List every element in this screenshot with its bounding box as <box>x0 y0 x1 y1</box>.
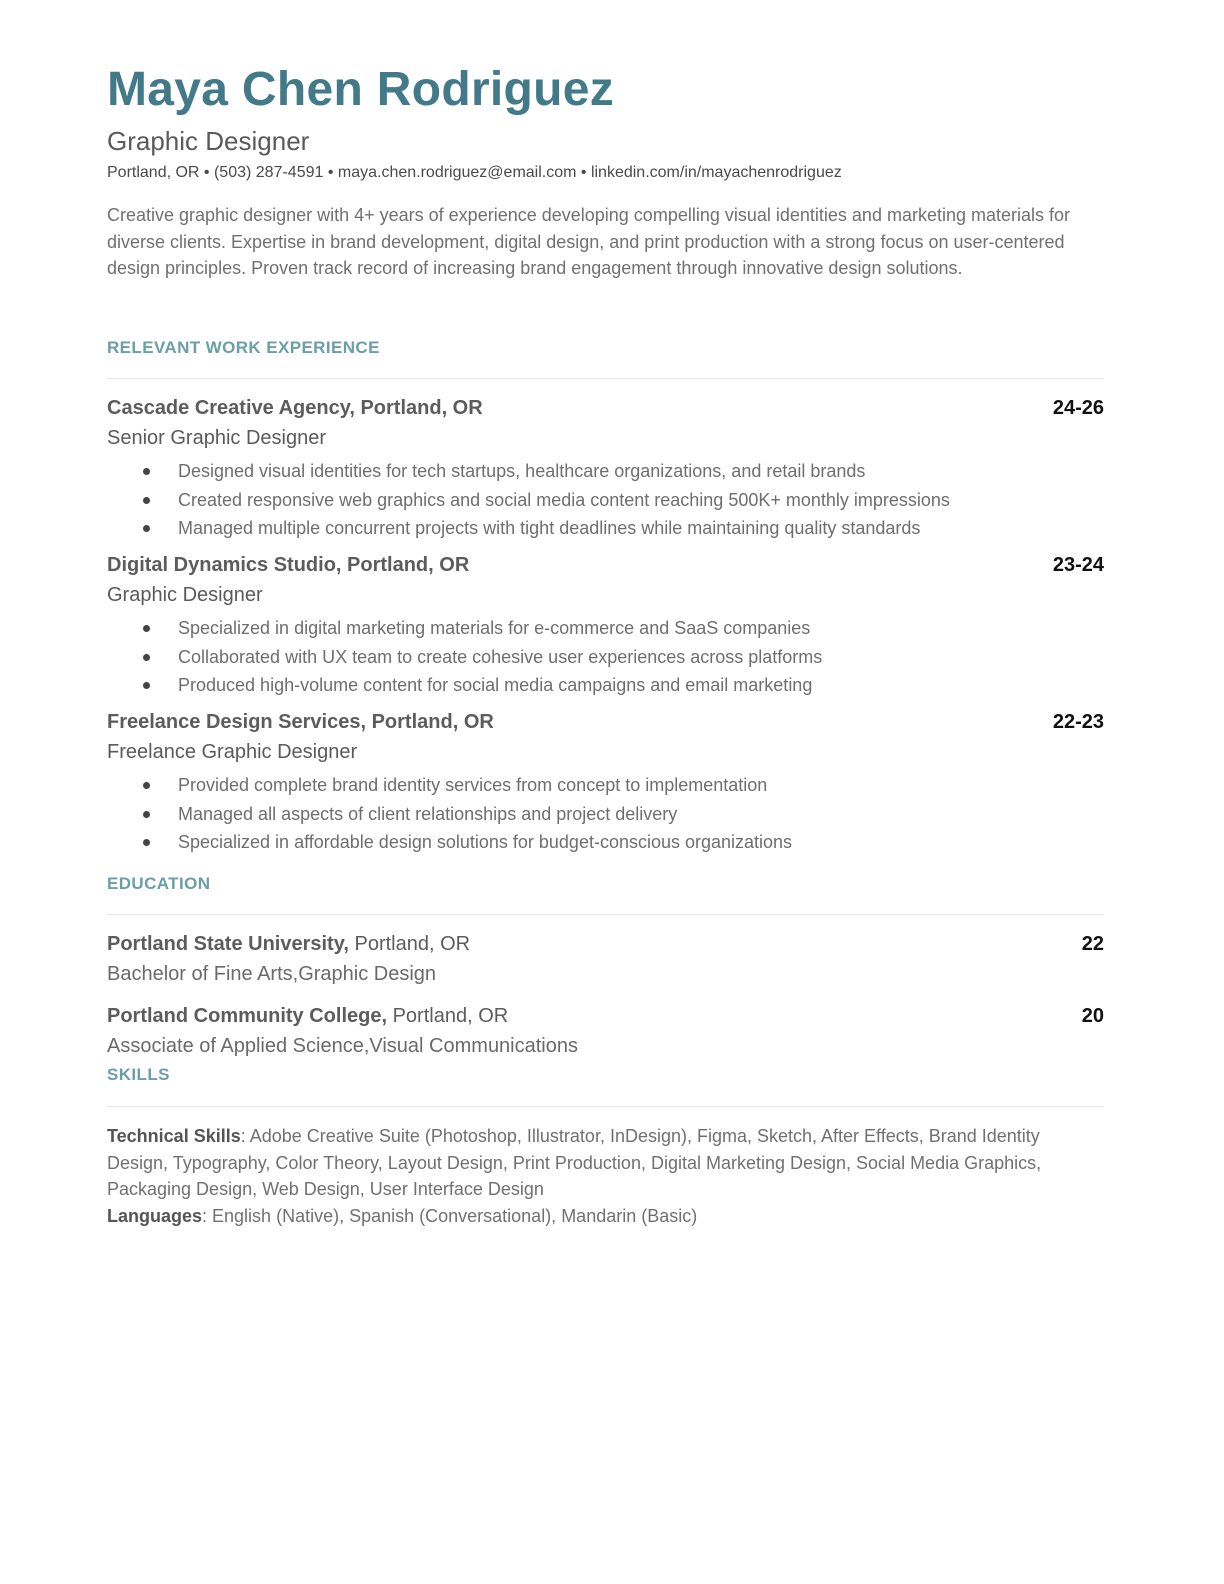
bullet-dot-icon <box>143 811 150 818</box>
bullet-item <box>107 771 1104 800</box>
school-name: Portland State University, <box>107 933 349 955</box>
skills-heading: SKILLS <box>107 1065 170 1084</box>
bullet-item <box>107 643 1104 672</box>
job-dates: 22-23 <box>1052 711 1104 733</box>
job-dates: 24-26 <box>1052 397 1104 419</box>
candidate-name: Maya Chen Rodriguez <box>107 63 615 116</box>
bullet-item <box>107 514 1104 543</box>
bullet-dot-icon <box>143 625 150 632</box>
school-location: Portland, OR <box>348 933 471 955</box>
education-entry <box>107 933 1104 986</box>
contact-line: Portland, OR • (503) 287-4591 • maya.chen.rodriguez@email.com • linkedin.com/in/mayachenrodriguez <box>107 164 842 181</box>
languages-list: : English (Native), Spanish (Conversational), Mandarin (Basic) <box>202 1205 698 1226</box>
job-bullets <box>107 614 1104 700</box>
job-role: Senior Graphic Designer <box>107 427 326 449</box>
bullet-text: Provided complete brand identity services from concept to implementation <box>178 775 768 795</box>
job-entry <box>107 397 1104 543</box>
bullet-item <box>107 614 1104 643</box>
graduation-year: 20 <box>1081 1005 1104 1027</box>
bullet-item <box>107 486 1104 515</box>
degree: Bachelor of Fine Arts,Graphic Design <box>107 963 437 985</box>
bullet-text: Specialized in digital marketing materials for e-commerce and SaaS companies <box>178 618 811 638</box>
job-company: Digital Dynamics Studio, Portland, OR <box>107 554 470 576</box>
job-title: Graphic Designer <box>107 126 310 156</box>
job-role: Graphic Designer <box>107 584 263 606</box>
professional-summary: Creative graphic designer with 4+ years of experience developing compelling visual identities and marketing materials for diverse clients. Expertise in brand development, digital design, and print production with a strong focus on user-centered design principles. Proven track record of increasing brand engagement through innovative design solutions. <box>107 205 1071 279</box>
job-bullets <box>107 457 1104 543</box>
education-entry <box>107 1005 1104 1058</box>
job-company: Freelance Design Services, Portland, OR <box>107 711 494 733</box>
bullet-text: Designed visual identities for tech startups, healthcare organizations, and retail brands <box>178 461 866 481</box>
bullet-text: Managed multiple concurrent projects with tight deadlines while maintaining quality standards <box>178 518 921 538</box>
bullet-text: Produced high-volume content for social media campaigns and email marketing <box>178 675 813 695</box>
bullet-dot-icon <box>143 468 150 475</box>
education-divider <box>107 914 1104 915</box>
bullet-dot-icon <box>143 682 150 689</box>
school-name: Portland Community College, <box>107 1005 388 1027</box>
job-bullets <box>107 771 1104 857</box>
bullet-text: Collaborated with UX team to create cohesive user experiences across platforms <box>178 646 823 667</box>
job-company: Cascade Creative Agency, Portland, OR <box>107 397 483 419</box>
school <box>107 933 470 956</box>
bullet-dot-icon <box>143 654 150 661</box>
school <box>107 1005 508 1028</box>
education-heading: EDUCATION <box>107 874 211 893</box>
bullet-dot-icon <box>143 839 150 846</box>
bullet-text: Created responsive web graphics and social media content reaching 500K+ monthly impressions <box>178 489 950 510</box>
bullet-dot-icon <box>143 782 150 789</box>
school-location: Portland, OR <box>387 1005 509 1027</box>
bullet-item <box>107 671 1104 700</box>
bullet-dot-icon <box>143 497 150 504</box>
bullet-item <box>107 457 1104 486</box>
degree: Associate of Applied Science,Visual Communications <box>107 1035 578 1057</box>
job-role: Freelance Graphic Designer <box>107 741 358 763</box>
skills-block <box>107 1123 1104 1229</box>
skills-divider <box>107 1106 1104 1107</box>
bullet-text: Managed all aspects of client relationships and project delivery <box>178 803 678 824</box>
experience-heading: RELEVANT WORK EXPERIENCE <box>107 338 380 357</box>
bullet-text: Specialized in affordable design solutions for budget-conscious organizations <box>178 832 793 852</box>
bullet-item <box>107 828 1104 857</box>
job-entry <box>107 711 1104 857</box>
languages-label: Languages <box>107 1205 203 1226</box>
technical-skills-label: Technical Skills <box>107 1126 241 1146</box>
technical-skills <box>107 1123 1104 1203</box>
bullet-dot-icon <box>143 525 150 532</box>
graduation-year: 22 <box>1081 933 1104 955</box>
bullet-item <box>107 800 1104 829</box>
technical-skills-list: : Adobe Creative Suite (Photoshop, Illustrator, InDesign), Figma, Sketch, After Effects, Brand Identity Design, Typography, Color Theory, Layout Design, Print Production, Digital Marketing Design, Social Media Graphics, Packaging Design, Web Design, User Interface Design <box>107 1126 1042 1200</box>
job-dates: 23-24 <box>1052 554 1104 576</box>
job-entry <box>107 554 1104 700</box>
languages <box>107 1203 1104 1230</box>
experience-divider <box>107 378 1104 379</box>
